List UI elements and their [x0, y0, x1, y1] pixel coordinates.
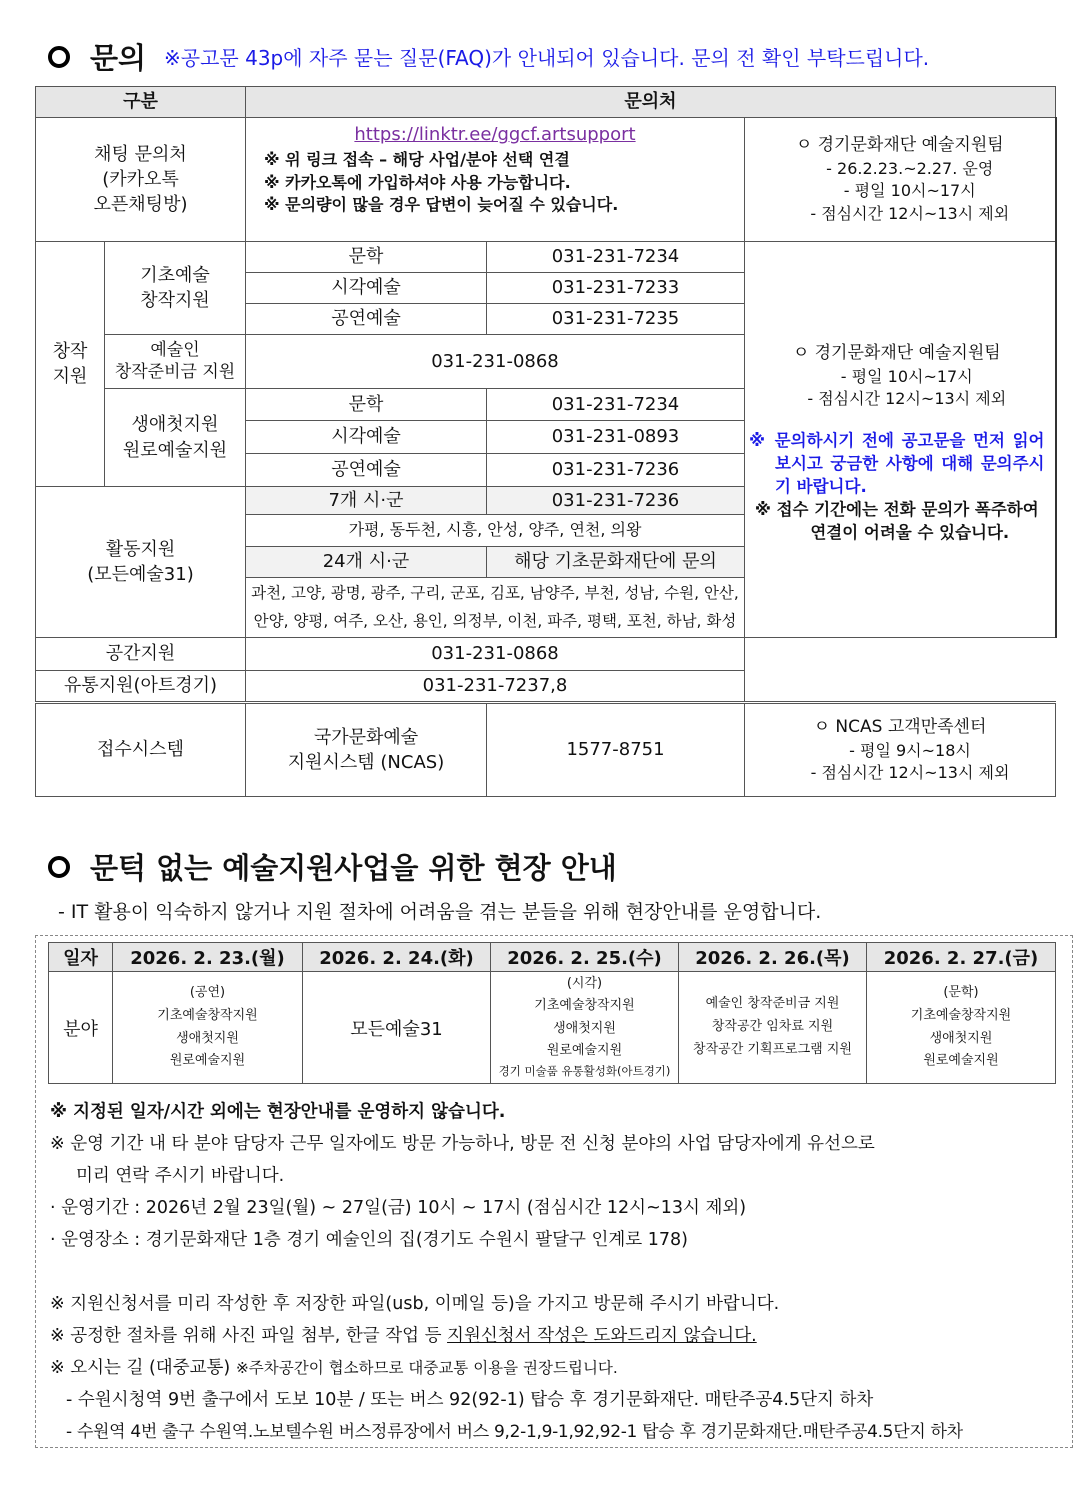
chat-label-line: 채팅 문의처: [94, 143, 187, 165]
field-line: (시각): [566, 976, 603, 991]
phone-cell: 031-231-7236: [487, 487, 745, 515]
label-line: 활동지원: [105, 538, 176, 560]
field-line: 원로예술지원: [923, 1053, 999, 1069]
field-line: 경기 미술품 유통활성화(아트경기): [498, 1064, 671, 1079]
chat-label: [36, 118, 246, 242]
contact-line: - 평일 10시~17시: [843, 181, 976, 201]
field-cell: 공연예술: [246, 454, 487, 487]
chat-link[interactable]: https://linktr.ee/ggcf.artsupport: [354, 124, 636, 145]
cities-line: 과천, 고양, 광명, 광주, 구리, 군포, 김포, 남양주, 부천, 성남, 수원, 안산,: [251, 584, 739, 603]
group24-contact: 해당 기초문화재단에 문의: [487, 547, 745, 578]
schedule-header-row: [49, 943, 1056, 972]
label-line: 지원: [52, 366, 88, 387]
phone-cell: 031-231-0868: [246, 638, 745, 671]
section-title: 문턱 없는 예술지원사업을 위한 현장 안내: [90, 851, 617, 885]
note-underlined: 지원신청서 작성은 도와드리지 않습니다.: [447, 1326, 757, 1346]
inquiry-header-row: [36, 87, 1056, 118]
field-cell: 모든예술31: [303, 972, 491, 1084]
section-inquiry-title: [48, 36, 929, 77]
field-line: (공연): [189, 985, 226, 1001]
field-line: 원로예술지원: [169, 1053, 246, 1069]
route-line: - 수원역 4번 출구 수원역.노보텔수원 버스정류장에서 버스 9,2-1,9-1,92,92-1 탑승 후 경기문화재단.매탄주공4.5단지 하차: [66, 1422, 963, 1442]
label-line: 생애첫지원: [131, 414, 219, 436]
field-cell: [679, 972, 867, 1084]
chat-note: ※ 문의량이 많을 경우 답변이 늦어질 수 있습니다.: [264, 194, 619, 214]
header-contact: 문의처: [246, 87, 1056, 118]
table-row: [36, 638, 1056, 671]
section-onsite-title: [48, 846, 617, 887]
field-cell: 문학: [246, 389, 487, 421]
period-line: · 운영기간 : 2026년 2월 23일(월) ~ 27일(금) 10시 ~ 17시 (점심시간 12시~13시 제외): [50, 1198, 747, 1218]
phone-cell: 031-231-7233: [487, 273, 745, 304]
table-row: [36, 671, 1056, 703]
space-label: 공간지원: [36, 638, 246, 671]
date-header: 일자: [49, 943, 113, 972]
note-line: [50, 1320, 1065, 1352]
mid-contact: [745, 242, 1056, 638]
chat-label-line: 오픈채팅방): [93, 194, 188, 216]
field-cell: 시각예술: [246, 421, 487, 454]
chat-note: ※ 위 링크 접속 – 해당 사업/분야 선택 연결: [264, 150, 570, 170]
contact-line: - 평일 10시~17시: [840, 366, 973, 386]
note-line: [50, 1352, 1065, 1384]
system-label: 접수시스템: [36, 703, 246, 797]
date-cell: 2026. 2. 27.(금): [867, 943, 1056, 972]
phone-cell: 1577-8751: [487, 703, 745, 797]
field-line: 생애첫지원: [929, 1030, 993, 1046]
field-line: 창작공간 기획프로그램 지원: [693, 1041, 852, 1057]
label-line: (모든예술31): [87, 564, 194, 585]
table-row: [36, 242, 1056, 273]
label-line: 창작: [52, 340, 88, 362]
label-line: 원로예술지원: [122, 439, 228, 461]
label-line: 창작지원: [140, 290, 210, 311]
label-line: 기초예술: [140, 264, 210, 286]
busy-note: ※ 접수 기간에는 전화 문의가 폭주하여 연결이 어려울 수 있습니다.: [754, 499, 1039, 542]
circle-bullet-icon: [48, 856, 70, 878]
date-cell: 2026. 2. 26.(목): [679, 943, 867, 972]
field-cell: 시각예술: [246, 273, 487, 304]
field-cell: 공연예술: [246, 304, 487, 335]
field-line: 생애첫지원: [176, 1030, 239, 1046]
phone-cell: 031-231-7235: [487, 304, 745, 335]
phone-cell: 031-231-7234: [487, 242, 745, 273]
contact-title: ㅇ NCAS 고객만족센터: [813, 716, 987, 737]
contact-line: - 점심시간 12시~13시 제외: [810, 762, 1010, 782]
cities-line: 안양, 양평, 여주, 오산, 용인, 의정부, 이천, 파주, 평택, 포천, 하남, 화성: [253, 611, 737, 630]
field-line: 기초예술창작지원: [534, 998, 635, 1014]
label-line: 예술인: [150, 340, 200, 361]
field-line: (문학): [943, 985, 979, 1001]
field-header: 분야: [49, 972, 113, 1084]
field-line: 예술인 창작준비금 지원: [705, 996, 840, 1012]
basic-art-label: [105, 242, 246, 335]
activity-label: [36, 487, 246, 638]
route-line: - 수원시청역 9번 출구에서 도보 10분 / 또는 버스 92(92-1) 탑승 후 경기문화재단. 매탄주공4.5단지 하차: [66, 1390, 874, 1410]
first-support-label: [105, 389, 246, 487]
inquiry-table: [35, 86, 1057, 797]
field-cell: [491, 972, 679, 1084]
field-cell: 문학: [246, 242, 487, 273]
contact-line: - 점심시간 12시~13시 제외: [810, 203, 1010, 223]
note-line: ※ 운영 기간 내 타 분야 담당자 근무 일자에도 방문 가능하나, 방문 전 신청 분야의 사업 담당자에게 유선으로: [50, 1134, 875, 1154]
header-category: 구분: [36, 87, 246, 118]
group24-label: 24개 시·군: [246, 547, 487, 578]
system-row: [36, 703, 1056, 797]
phone-cell: 031-231-7237,8: [246, 671, 745, 703]
dist-label: 유통지원(아트경기): [36, 671, 246, 703]
prep-label: [105, 335, 246, 389]
section-description: - IT 활용이 익숙하지 않거나 지원 절차에 어려움을 겪는 분들을 위해 현장안내를 운영합니다.: [58, 901, 822, 923]
group7-label: 7개 시·군: [246, 487, 487, 515]
contact-line: - 점심시간 12시~13시 제외: [807, 389, 1007, 409]
date-cell: 2026. 2. 25.(수): [491, 943, 679, 972]
chat-row: [36, 118, 1056, 242]
field-line: 기초예술창작지원: [157, 1007, 258, 1023]
schedule-table: [48, 942, 1056, 1084]
contact-line: - 평일 9시~18시: [849, 740, 971, 760]
date-cell: 2026. 2. 23.(월): [113, 943, 303, 972]
label-line: 국가문화예술: [313, 726, 419, 748]
phone-cell: 031-231-7234: [487, 389, 745, 421]
schedule-field-row: [49, 972, 1056, 1084]
note-small: ※주차공간이 협소하므로 대중교통 이용을 권장드립니다.: [235, 1359, 618, 1377]
note-line: ※ 지정된 일자/시간 외에는 현장안내를 운영하지 않습니다.: [50, 1102, 506, 1122]
field-cell: [113, 972, 303, 1084]
place-line: · 운영장소 : 경기문화재단 1층 경기 예술인의 집(경기도 수원시 팔달구 인계로 178): [50, 1230, 688, 1250]
chat-info: [246, 118, 745, 242]
system-name: [246, 703, 487, 797]
group7-cities: 가평, 동두천, 시흥, 안성, 양주, 연천, 의왕: [246, 515, 745, 547]
field-line: 창작공간 임차료 지원: [711, 1019, 834, 1035]
chat-note: ※ 카카오톡에 가입하셔야 사용 가능합니다.: [264, 172, 571, 192]
faq-note: ※공고문 43p에 자주 묻는 질문(FAQ)가 안내되어 있습니다. 문의 전 확인 부탁드립니다.: [164, 46, 930, 70]
onsite-notes: [50, 1096, 1065, 1448]
circle-bullet-icon: [48, 46, 70, 68]
note-line: 미리 연락 주시기 바랍니다.: [76, 1166, 285, 1186]
date-cell: 2026. 2. 24.(화): [303, 943, 491, 972]
contact-line: - 26.2.23.~2.27. 운영: [826, 158, 994, 178]
system-contact: [745, 703, 1056, 797]
blue-note: ※ 문의하시기 전에 공고문을 먼저 읽어보시고 궁금한 사항에 대해 문의주시기 바랍니다.: [749, 430, 1045, 496]
section-title: 문의: [90, 41, 147, 75]
phone-cell: 031-231-0893: [487, 421, 745, 454]
note-text: ※ 오시는 길 (대중교통): [50, 1358, 236, 1378]
creation-label: [36, 242, 105, 487]
contact-title: ㅇ 경기문화재단 예술지원팀: [795, 135, 1004, 156]
field-line: 원로예술지원: [546, 1043, 623, 1059]
field-line: 생애첫지원: [553, 1020, 616, 1036]
group24-cities: [246, 578, 745, 638]
label-line: 창작준비금 지원: [114, 361, 236, 382]
contact-title: ㅇ 경기문화재단 예술지원팀: [792, 343, 1001, 363]
note-line: ※ 지원신청서를 미리 작성한 후 저장한 파일(usb, 이메일 등)을 가지고 방문해 주시기 바랍니다.: [50, 1294, 780, 1314]
label-line: 지원시스템 (NCAS): [287, 752, 445, 773]
note-text: ※ 공정한 절차를 위해 사진 파일 첨부, 한글 작업 등: [50, 1326, 448, 1346]
chat-contact: [745, 118, 1056, 242]
phone-cell: 031-231-0868: [246, 335, 745, 389]
field-line: 기초예술창작지원: [910, 1007, 1012, 1023]
field-cell: [867, 972, 1056, 1084]
phone-cell: 031-231-7236: [487, 454, 745, 487]
chat-label-line: (카카오톡: [102, 168, 179, 190]
